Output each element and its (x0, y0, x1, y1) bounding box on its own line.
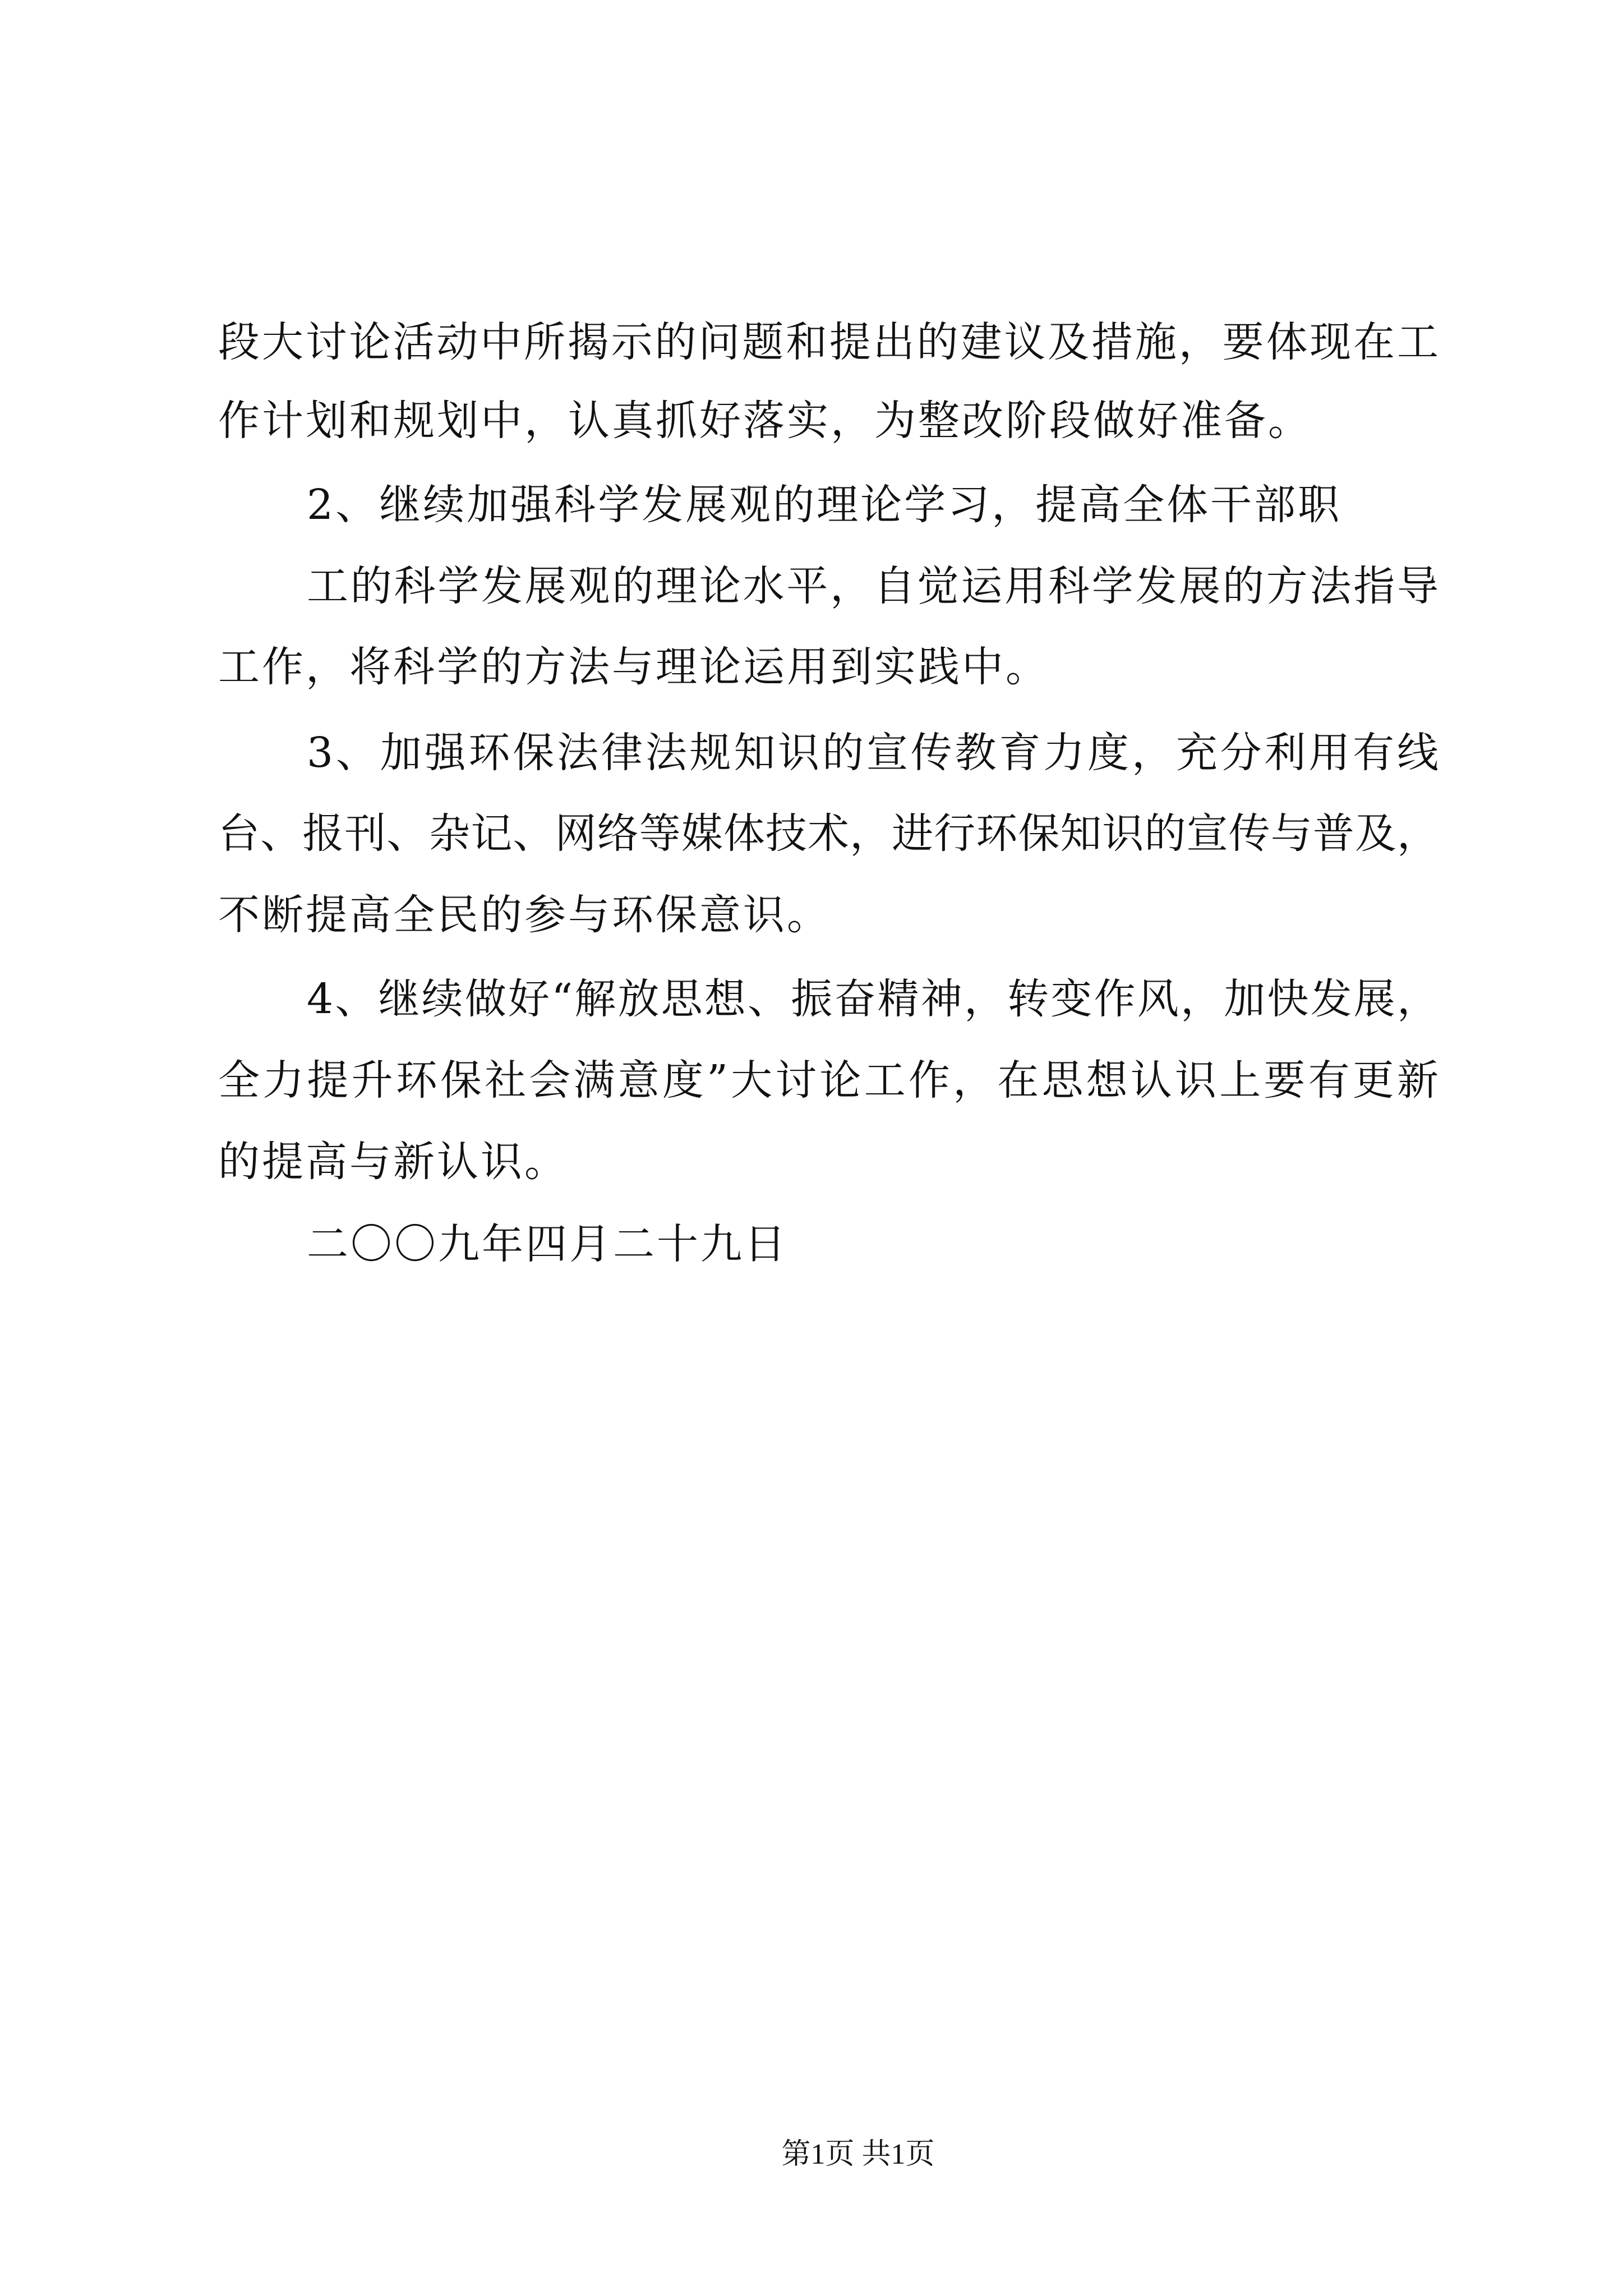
body-line: 工的科学发展观的理论水平，自觉运用科学发展的方法指导 (307, 562, 1438, 610)
body-line: 的提高与新认识。 (218, 1138, 568, 1186)
body-line: 段大讨论活动中所揭示的问题和提出的建议及措施，要体现在工 (218, 318, 1438, 366)
body-line: 不断提高全民的参与环保意识。 (218, 891, 831, 939)
body-line: 台、报刊、杂记、网络等媒体技术，进行环保知识的宣传与普及， (218, 809, 1438, 858)
body-line: 作计划和规划中，认真抓好落实，为整改阶段做好准备。 (218, 397, 1312, 445)
page-number-footer: 第1页 共1页 (781, 2138, 935, 2170)
body-line: 全力提升环保社会满意度”大讨论工作，在思想认识上要有更新 (218, 1056, 1438, 1105)
document-date: 二〇〇九年四月二十九日 (307, 1220, 788, 1268)
list-item-3-start: 3、加强环保法律法规知识的宣传教育力度，充分利用有线 (307, 729, 1438, 777)
body-line: 工作，将科学的方法与理论运用到实践中。 (218, 643, 1049, 691)
list-item-2-start: 2、继续加强科学发展观的理论学习，提高全体干部职 (307, 481, 1342, 529)
list-item-4-start: 4、继续做好“解放思想、振奋精神，转变作风，加快发展， (307, 975, 1438, 1023)
